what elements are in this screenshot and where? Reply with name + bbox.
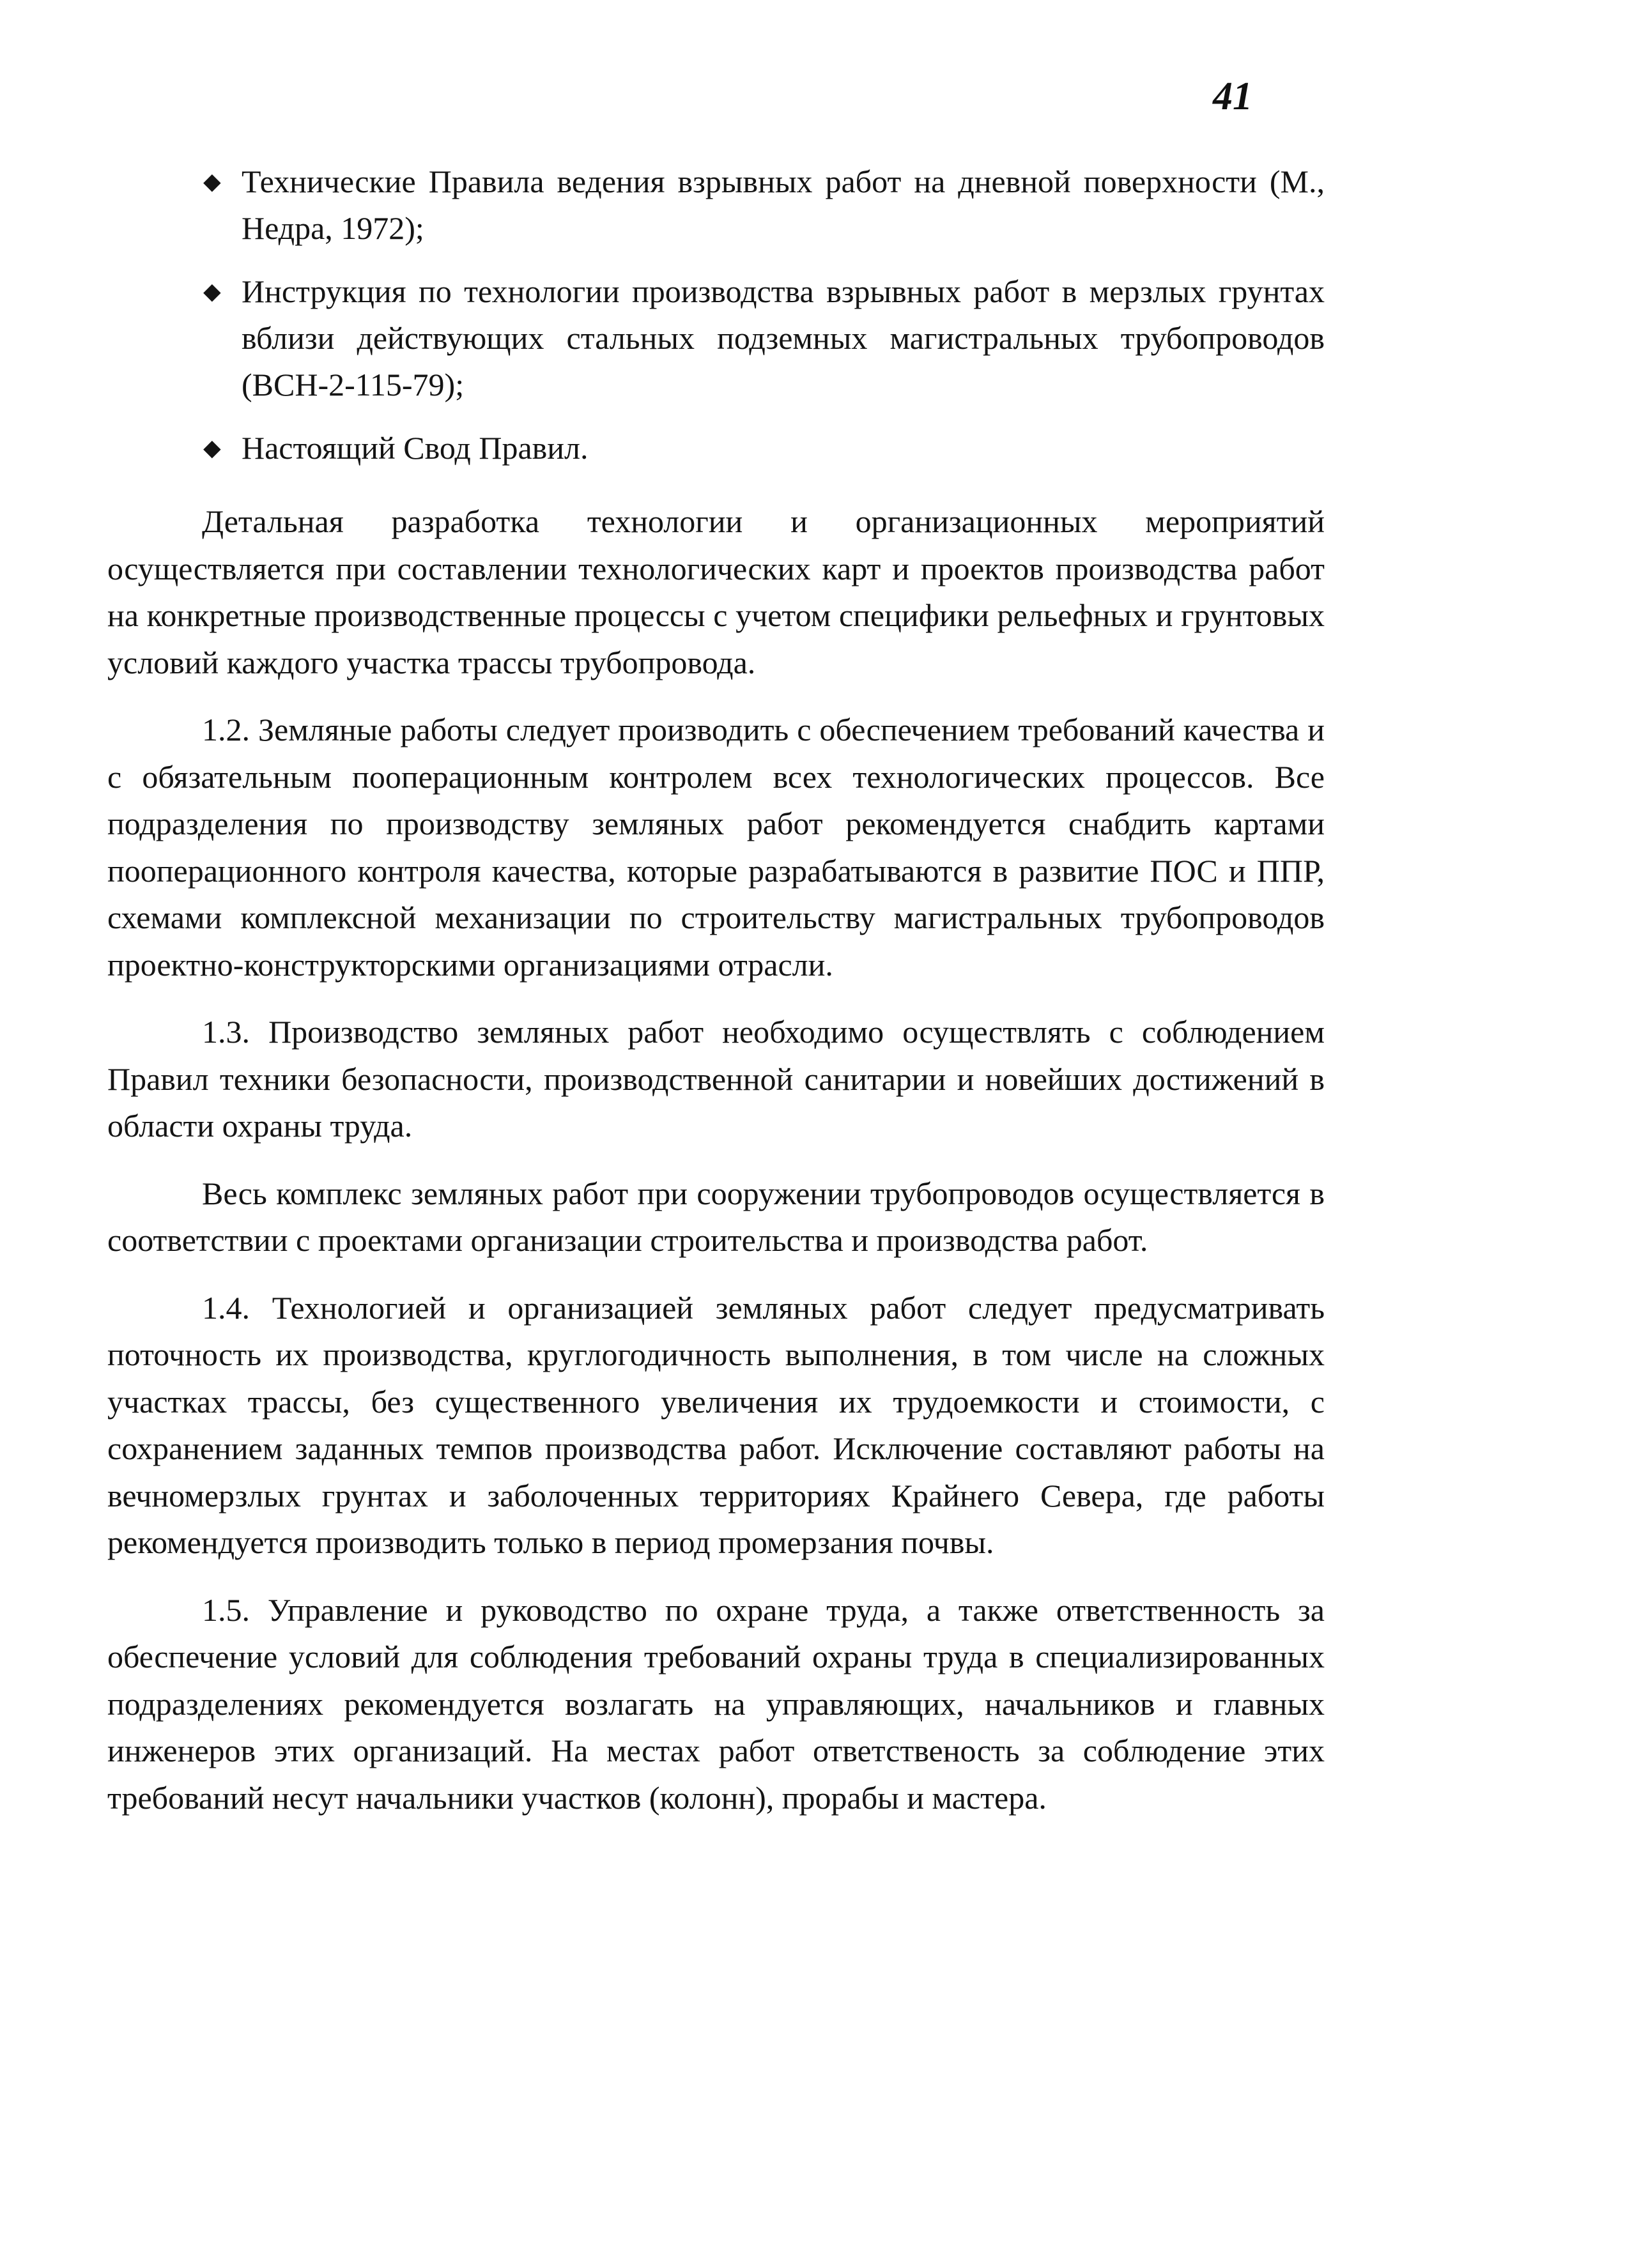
paragraph-1-2: 1.2. Земляные работы следует производить с обеспечением требований качества и с обязательным пооперационным контролем всех технологических процессов. Все подразделения по производству земляных работ рекомендуется снабдить картами пооперационного контроля качества, которые разрабатываются в развитие ПОС и ППР, схемами комплексной механизации по строительству магистральных трубопроводов проектно-конструкторскими организациями отрасли. [107, 712, 1325, 983]
paragraph-1-3: 1.3. Производство земляных работ необходимо осуществлять с соблюдением Правил техники безопасности, производственной санитарии и новейших достижений в области охраны труда. [107, 1014, 1325, 1144]
paragraph-1-4: 1.4. Технологией и организацией земляных работ следует предусматривать поточность их производства, круглогодичность выполнения, в том числе на сложных участках трассы, без существенного увеличения их трудоемкости и стоимости, с сохранением заданных темпов производства работ. Исключение составляют работы на вечномерзлых грунтах и заболоченных территориях Крайнего Севера, где работы рекомендуется производить только в период промерзания почвы. [107, 1289, 1325, 1560]
paragraph: Весь комплекс земляных работ при сооружении трубопроводов осуществляется в соответствии с проектами организации строительства и производства работ. [107, 1175, 1325, 1258]
page-number: 41 [1213, 75, 1252, 118]
paragraph-1-5: 1.5. Управление и руководство по охране труда, а также ответственность за обеспечение условий для соблюдения требований охраны труда в специализированных подразделениях рекомендуется возлагать на управляющих, начальников и главных инженеров этих организаций. На местах работ ответственость за соблюдение этих требований несут начальники участков (колонн), прорабы и мастера. [107, 1591, 1325, 1816]
list-item-text: Настоящий Свод Правил. [242, 430, 589, 466]
diamond-bullet-icon: ◆ [203, 169, 221, 195]
diamond-bullet-icon: ◆ [203, 279, 221, 305]
list-item [107, 425, 1325, 471]
list-item [107, 268, 1325, 408]
list-item [107, 158, 1325, 252]
list-item-text: Инструкция по технологии производства взрывных работ в мерзлых грунтах вблизи действующих стальных подземных магистральных трубопроводов (ВСН-2-115-79); [242, 273, 1325, 402]
diamond-bullet-icon: ◆ [203, 435, 221, 461]
page-body [107, 158, 1325, 1842]
list-item-text: Технические Правила ведения взрывных работ на дневной поверхности (М., Недра, 1972); [242, 164, 1325, 246]
paragraph: Детальная разработка технологии и организационных мероприятий осуществляется при составлении технологических карт и проектов производства работ на конкретные производственные процессы с учетом специфики рельефных и грунтовых условий каждого участка трассы трубопровода. [107, 503, 1325, 680]
